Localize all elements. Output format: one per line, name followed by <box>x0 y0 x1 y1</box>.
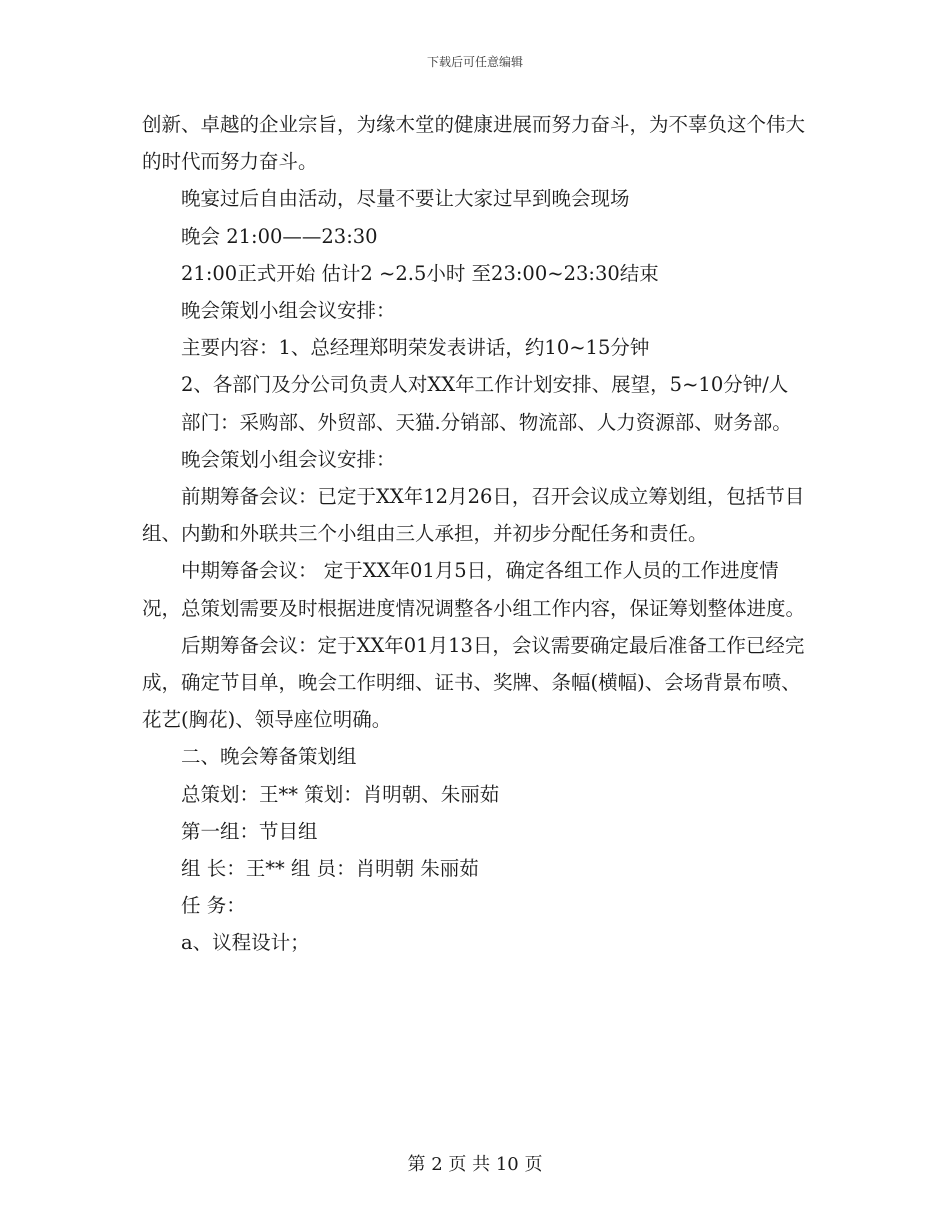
paragraph: 创新、卓越的企业宗旨，为缘木堂的健康进展而努力奋斗，为不辜负这个伟大的时代而努力奋斗。 <box>142 113 806 174</box>
paragraph: 前期筹备会议：已定于XX年12月26日，召开会议成立筹划组，包括节目组、内勤和外联共三个小组由三人承担，并初步分配任务和责任。 <box>142 485 805 546</box>
paragraph: 主要内容：1、总经理郑明荣发表讲话，约10~15分钟 <box>181 336 650 360</box>
header-note: 下载后可任意编辑 <box>426 55 523 69</box>
paragraph: 任 务： <box>181 894 246 918</box>
paragraph: 总策划：王** 策划：肖明朝、朱丽茹 <box>181 782 500 806</box>
paragraph: 中期筹备会议： 定于XX年01月5日，确定各组工作人员的工作进度情况，总策划需要及时根据进度情况调整各小组工作内容，保证筹划整体进度。 <box>142 559 806 620</box>
paragraph: 二、晚会筹备策划组 <box>181 745 357 769</box>
paragraph: a、议程设计； <box>181 931 310 955</box>
paragraph: 后期筹备会议：定于XX年01月13日，会议需要确定最后准备工作已经完成，确定节目单，晚会工作明细、证书、奖牌、条幅(横幅)、会场背景布喷、花艺(胸花)、领导座位明确。 <box>142 633 805 732</box>
paragraph: 晚会 21:00——23:30 <box>181 224 378 248</box>
paragraph: 组 长：王** 组 员：肖明朝 朱丽茹 <box>181 857 479 881</box>
paragraph: 第一组：节目组 <box>181 819 318 843</box>
page-number-label: 第 2 页 共 10 页 <box>407 1154 543 1175</box>
paragraph: 晚会策划小组会议安排： <box>181 447 396 471</box>
page-footer <box>0 1153 950 1177</box>
paragraph: 晚宴过后自由活动，尽量不要让大家过早到晚会现场 <box>181 187 630 211</box>
paragraph: 21:00正式开始 估计2 ~2.5小时 至23:00~23:30结束 <box>181 261 659 285</box>
document-body <box>142 106 810 962</box>
page-header <box>0 54 950 70</box>
paragraph: 2、各部门及分公司负责人对XX年工作计划安排、展望，5~10分钟/人 <box>181 373 789 397</box>
paragraph: 部门：采购部、外贸部、天猫.分销部、物流部、人力资源部、财务部。 <box>181 410 792 434</box>
paragraph: 晚会策划小组会议安排： <box>181 299 396 323</box>
